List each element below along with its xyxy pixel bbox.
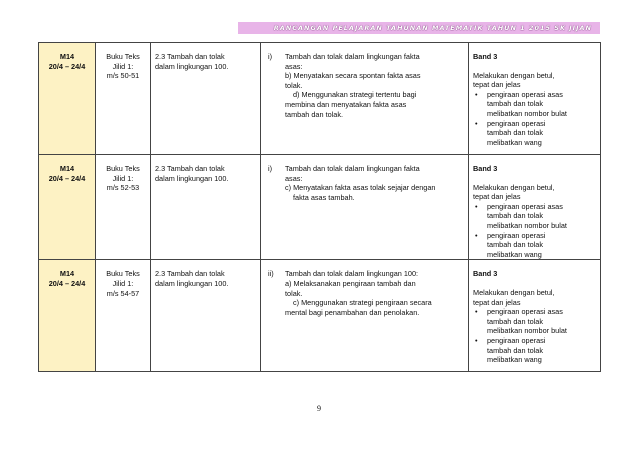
- bullet-line: tambah dan tolak: [487, 240, 543, 250]
- objective-line: Tambah dan tolak dalam lingkungan fakta: [285, 52, 420, 61]
- topic-line: dalam lingkungan 100.: [155, 173, 229, 183]
- objective-cell: [261, 155, 469, 260]
- objective-line: b) Menyatakan secara spontan fakta asas: [285, 71, 421, 81]
- objective-line: fakta asas tambah.: [293, 192, 355, 202]
- topic-line: dalam lingkungan 100.: [155, 278, 229, 288]
- objective-line: a) Melaksanakan pengiraan tambah dan: [285, 278, 416, 288]
- objective-cell: [261, 260, 469, 372]
- topic-cell: [151, 43, 261, 155]
- week-dates: 20/4 – 24/4: [48, 61, 86, 71]
- bullet-line: pengiraan operasi: [487, 118, 546, 128]
- week-cell: [39, 155, 96, 260]
- bullet-item: [473, 90, 596, 119]
- ref-line: Buku Teks: [106, 164, 140, 173]
- objective-number: i): [268, 52, 273, 61]
- bullet-icon: •: [475, 201, 478, 211]
- bullet-item: [473, 336, 596, 365]
- band-cell: [469, 43, 601, 155]
- objective-line: Tambah dan tolak dalam lingkungan fakta: [285, 164, 420, 173]
- week-label: M14: [59, 164, 75, 173]
- band-title: Band 3: [473, 164, 498, 173]
- bullet-line: melibatkan wang: [487, 249, 542, 259]
- bullet-line: melibatkan nombor bulat: [487, 326, 567, 336]
- bullet-line: melibatkan wang: [487, 355, 542, 365]
- topic-line: 2.3 Tambah dan tolak: [155, 52, 225, 61]
- bullet-line: pengiraan operasi: [487, 335, 546, 345]
- bullet-line: pengiraan operasi asas: [487, 201, 563, 211]
- bullet-icon: •: [475, 335, 478, 345]
- band-desc: Melakukan dengan betul,: [473, 287, 555, 297]
- band-desc: Melakukan dengan betul,: [473, 70, 555, 80]
- reference-cell: [96, 260, 151, 372]
- header-band: [238, 22, 600, 34]
- objective-line: tolak.: [285, 288, 303, 298]
- objective-number: ii): [268, 269, 274, 279]
- topic-line: 2.3 Tambah dan tolak: [155, 164, 225, 173]
- topic-cell: [151, 260, 261, 372]
- objective-line: Tambah dan tolak dalam lingkungan 100:: [285, 269, 419, 279]
- ref-line: Jilid 1:: [112, 61, 134, 71]
- bullet-line: tambah dan tolak: [487, 211, 543, 221]
- topic-cell: [151, 155, 261, 260]
- band-desc: Melakukan dengan betul,: [473, 182, 555, 192]
- reference-cell: [96, 43, 151, 155]
- band-title: Band 3: [473, 269, 498, 279]
- bullet-item: [473, 119, 596, 148]
- ref-line: m/s 52-53: [106, 183, 140, 193]
- page-number: 9: [317, 404, 321, 413]
- band-title: Band 3: [473, 52, 498, 61]
- band-desc: tepat dan jelas: [473, 80, 521, 90]
- objective-line: d) Menggunakan strategi tertentu bagi: [293, 90, 417, 100]
- topic-line: dalam lingkungan 100.: [155, 61, 229, 71]
- week-cell: [39, 43, 96, 155]
- bullet-icon: •: [475, 118, 478, 128]
- objective-line: c) Menggunakan strategi pengiraan secara: [293, 298, 432, 308]
- week-dates: 20/4 – 24/4: [48, 173, 86, 183]
- bullet-icon: •: [475, 89, 478, 99]
- ref-line: m/s 50-51: [106, 71, 140, 81]
- bullet-line: melibatkan nombor bulat: [487, 220, 567, 230]
- band-desc: tepat dan jelas: [473, 192, 521, 202]
- objective-line: tambah dan tolak.: [285, 109, 344, 119]
- lesson-plan-table: [38, 42, 601, 372]
- table-row: [39, 260, 601, 372]
- bullet-line: melibatkan wang: [487, 137, 542, 147]
- bullet-icon: •: [475, 307, 478, 317]
- table-row: [39, 43, 601, 155]
- ref-line: Jilid 1:: [112, 173, 134, 183]
- bullet-line: melibatkan nombor bulat: [487, 108, 567, 118]
- objective-line: membina dan menyatakan fakta asas: [285, 99, 407, 109]
- bullet-line: tambah dan tolak: [487, 128, 543, 138]
- bullet-icon: •: [475, 230, 478, 240]
- bullet-item: [473, 231, 596, 260]
- bullet-line: tambah dan tolak: [487, 345, 543, 355]
- objective-line: asas:: [285, 173, 303, 183]
- objective-line: c) Menyatakan fakta asas tolak sejajar dengan: [285, 183, 436, 193]
- band-cell: [469, 155, 601, 260]
- week-label: M14: [59, 269, 75, 279]
- reference-cell: [96, 155, 151, 260]
- table-row: [39, 155, 601, 260]
- objective-number: i): [268, 164, 273, 173]
- bullet-line: tambah dan tolak: [487, 99, 543, 109]
- band-cell: [469, 260, 601, 372]
- ref-line: Buku Teks: [106, 52, 140, 61]
- objective-cell: [261, 43, 469, 155]
- week-cell: [39, 260, 96, 372]
- ref-line: m/s 54-57: [106, 288, 140, 298]
- bullet-item: [473, 202, 596, 231]
- bullet-line: pengiraan operasi asas: [487, 307, 563, 317]
- objective-line: mental bagi penambahan dan penolakan.: [285, 307, 420, 317]
- week-label: M14: [59, 52, 75, 61]
- bullet-item: [473, 307, 596, 336]
- objective-line: asas:: [285, 61, 303, 71]
- bullet-line: tambah dan tolak: [487, 316, 543, 326]
- header-title: RANCANGAN PELAJARAN TAHUNAN MATEMATIK TAHUN 1 2015 SK JIJAN: [273, 24, 592, 32]
- ref-line: Jilid 1:: [112, 278, 134, 288]
- band-desc: tepat dan jelas: [473, 297, 521, 307]
- ref-line: Buku Teks: [106, 269, 140, 279]
- bullet-line: pengiraan operasi asas: [487, 89, 563, 99]
- objective-line: tolak.: [285, 80, 303, 90]
- week-dates: 20/4 – 24/4: [48, 278, 86, 288]
- bullet-line: pengiraan operasi: [487, 230, 546, 240]
- topic-line: 2.3 Tambah dan tolak: [155, 269, 225, 279]
